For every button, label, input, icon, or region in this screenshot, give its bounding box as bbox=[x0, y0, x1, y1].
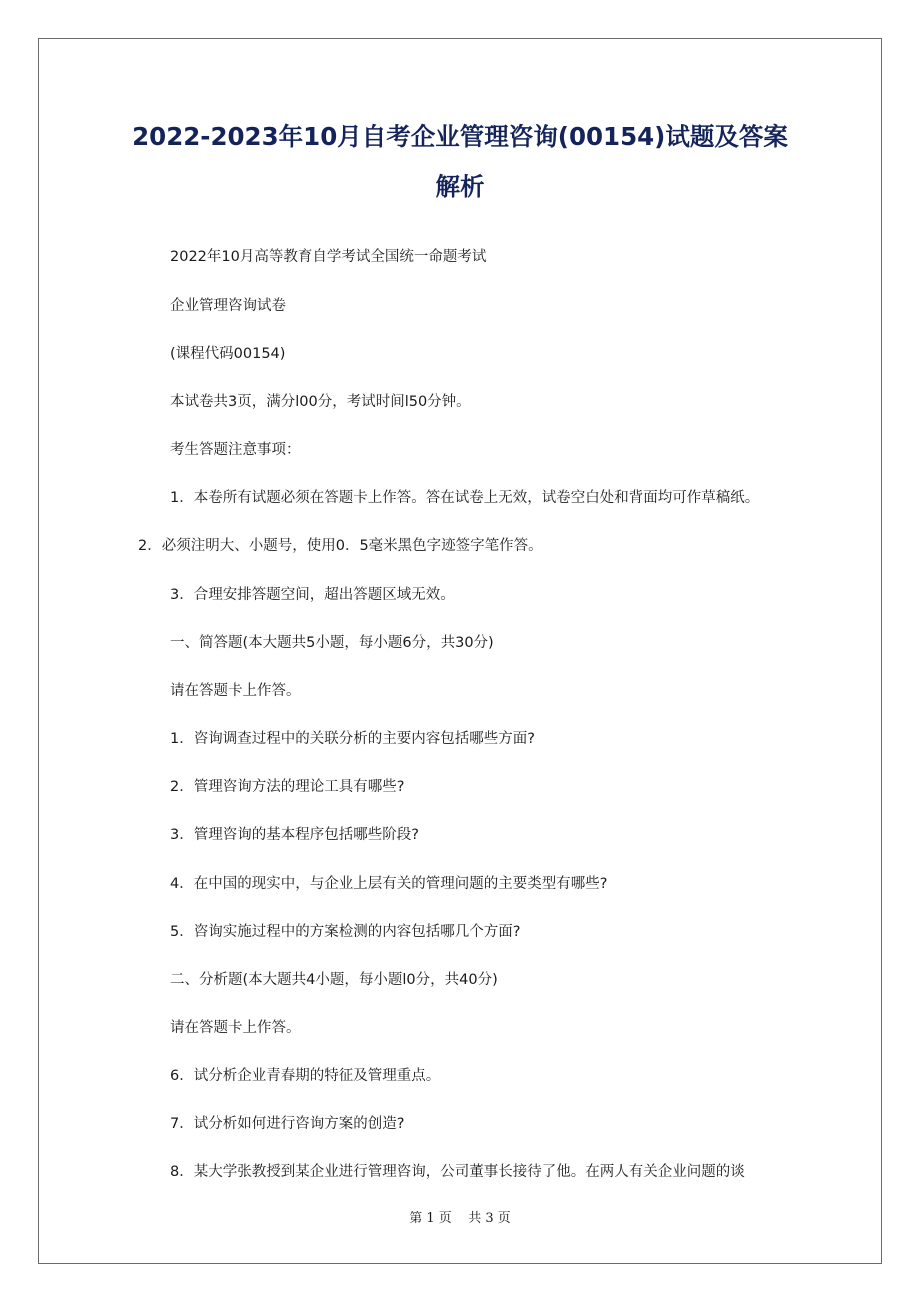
question-4: 4．在中国的现实中，与企业上层有关的管理问题的主要类型有哪些? bbox=[170, 876, 608, 892]
notice-item-3: 3．合理安排答题空间，超出答题区域无效。 bbox=[170, 587, 455, 603]
question-3: 3．管理咨询的基本程序包括哪些阶段? bbox=[170, 827, 419, 843]
question-7: 7．试分析如何进行咨询方案的创造? bbox=[170, 1116, 405, 1132]
notice-item-1: 1．本卷所有试题必须在答题卡上作答。答在试卷上无效，试卷空白处和背面均可作草稿纸。 bbox=[170, 490, 760, 506]
question-2: 2．管理咨询方法的理论工具有哪些? bbox=[170, 779, 405, 795]
exam-paper-name: 企业管理咨询试卷 bbox=[170, 298, 286, 314]
section-1-heading: 一、简答题(本大题共5小题，每小题6分，共30分) bbox=[170, 635, 494, 651]
section-1-instruction: 请在答题卡上作答。 bbox=[170, 683, 301, 699]
question-6: 6．试分析企业青春期的特征及管理重点。 bbox=[170, 1068, 441, 1084]
document-title bbox=[60, 112, 860, 212]
section-2-instruction: 请在答题卡上作答。 bbox=[170, 1020, 301, 1036]
title-line-2: 解析 bbox=[435, 172, 485, 201]
section-2-heading: 二、分析题(本大题共4小题，每小题l0分，共40分) bbox=[170, 972, 498, 988]
page-footer: 第 1 页 共 3 页 bbox=[409, 1211, 511, 1226]
notice-heading: 考生答题注意事项： bbox=[170, 442, 301, 458]
title-line-1: 2022-2023年10月自考企业管理咨询(00154)试题及答案 bbox=[132, 122, 788, 151]
course-code: (课程代码00154) bbox=[170, 346, 286, 362]
question-1: 1．咨询调查过程中的关联分析的主要内容包括哪些方面? bbox=[170, 731, 535, 747]
exam-header-line: 2022年10月高等教育自学考试全国统一命题考试 bbox=[170, 249, 487, 265]
exam-info: 本试卷共3页，满分l00分，考试时间l50分钟。 bbox=[170, 394, 471, 410]
question-5: 5．咨询实施过程中的方案检测的内容包括哪几个方面? bbox=[170, 924, 521, 940]
question-8: 8．某大学张教授到某企业进行管理咨询，公司董事长接待了他。在两人有关企业问题的谈 bbox=[170, 1164, 745, 1180]
notice-item-2: 2．必须注明大、小题号，使用0．5毫米黑色字迹签字笔作答。 bbox=[138, 538, 543, 554]
